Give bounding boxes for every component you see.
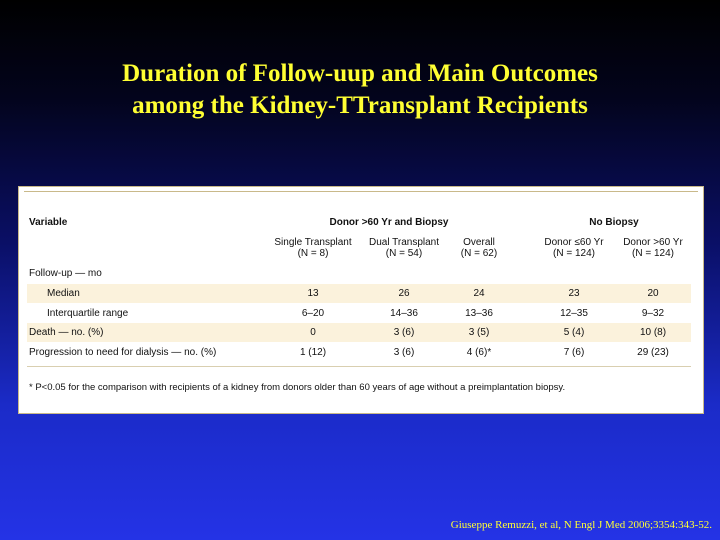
row-death-overall: 3 (5) [468,327,490,338]
col-header-donor-gt60 [615,237,691,259]
title-line-2: among the Kidney-TTransplant Recipients [132,92,588,119]
row-iqr-donor-le60: 12–35 [560,308,588,319]
variable-header: Variable [29,217,68,228]
row-median-donor-gt60: 20 [647,288,659,299]
row-death-label: Death — no. (%) [29,327,104,338]
row-median-dual: 26 [398,288,410,299]
row-iqr-single: 6–20 [301,308,325,319]
table-footnote-rule [27,366,691,367]
row-dialysis-donor-gt60: 29 (23) [637,347,669,358]
row-death-donor-gt60: 10 (8) [639,327,667,338]
col-header-dual-n: (N = 54) [385,248,423,259]
row-dialysis-donor-le60: 7 (6) [563,347,585,358]
citation: Giuseppe Remuzzi, et al, N Engl J Med 2006;3354:343-52. [450,519,712,531]
col-header-donor-gt60-label: Donor >60 Yr [623,237,683,248]
row-iqr-label: Interquartile range [47,308,129,319]
col-header-donor-gt60-n: (N = 124) [632,248,674,259]
group-header-no-biopsy: No Biopsy [589,217,639,228]
row-death-single: 0 [310,327,316,338]
slide-title [0,58,720,122]
col-header-single-label: Single Transplant [274,237,352,248]
row-median-overall: 24 [473,288,485,299]
col-header-single [267,237,359,259]
row-median-label: Median [47,288,80,299]
col-header-overall-label: Overall [463,237,495,248]
col-header-overall-n: (N = 62) [460,248,498,259]
row-dialysis-dual: 3 (6) [393,347,415,358]
row-dialysis-overall: 4 (6)* [466,347,492,358]
table-footnote: * P<0.05 for the comparison with recipients of a kidney from donors older than 60 years of age without a preimplantation biopsy. [29,382,566,393]
col-header-donor-le60 [534,237,614,259]
row-iqr-overall: 13–36 [465,308,493,319]
col-header-dual-label: Dual Transplant [368,237,440,248]
row-median-donor-le60: 23 [568,288,580,299]
row-median-single: 13 [307,288,319,299]
table-top-rule [24,191,698,192]
row-death-dual: 3 (6) [393,327,415,338]
col-header-donor-le60-n: (N = 124) [553,248,595,259]
group-header-biopsy: Donor >60 Yr and Biopsy [329,217,449,228]
col-header-dual [359,237,449,259]
col-header-overall [449,237,509,259]
section-followup-label: Follow-up — mo [29,268,102,279]
title-line-1: Duration of Follow-uup and Main Outcomes [122,60,598,87]
col-header-single-n: (N = 8) [297,248,329,259]
row-dialysis-label: Progression to need for dialysis — no. (%) [29,347,217,358]
col-header-donor-le60-label: Donor ≤60 Yr [544,237,604,248]
outcomes-table [18,186,704,414]
row-dialysis-single: 1 (12) [299,347,327,358]
row-death-donor-le60: 5 (4) [563,327,585,338]
row-iqr-dual: 14–36 [390,308,418,319]
row-iqr-donor-gt60: 9–32 [641,308,665,319]
